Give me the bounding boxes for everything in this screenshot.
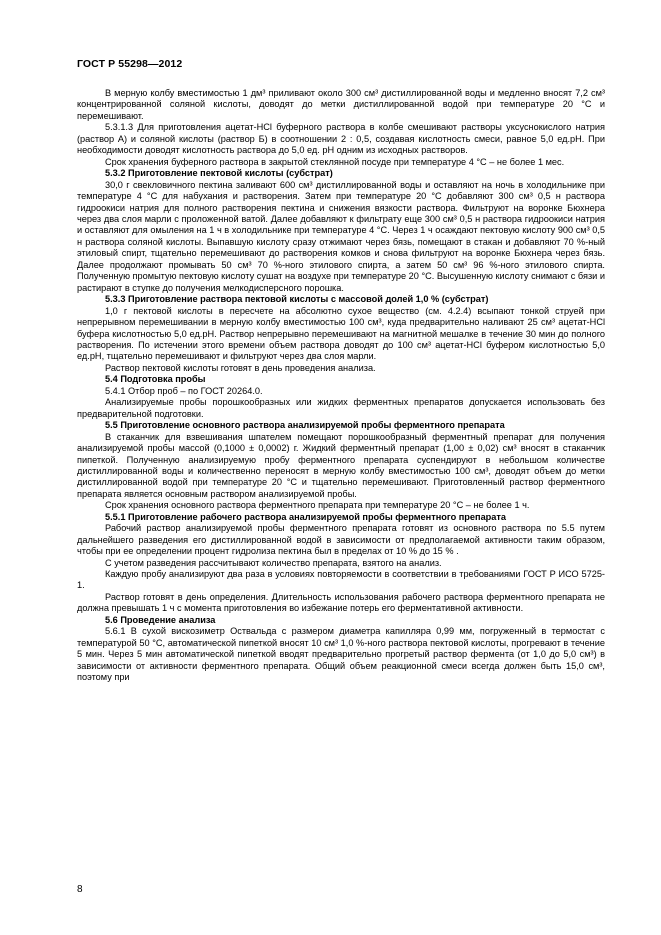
- paragraph: Каждую пробу анализируют два раза в условиях повторяемости в соответствии в требованиями ГОСТ Р ИСО 5725-1.: [77, 569, 605, 591]
- paragraph: 1,0 г пектовой кислоты в пересчете на абсолютно сухое вещество (см. 4.2.4) всыпают тонкой струей при непрерывном перемешивании в мерную колбу вместимостью 100 см³, куда предварительно наливают 25 см³ ацетат-HCl буфера кислотностью 5,0 ед.pH. Раствор непрерывно перемешивают на магнитной мешалке в течение 30 мин до полного растворения. По истечении этого времени объем раствора доводят до 100 см³ ацетат-HCl буфером кислотностью 5,0 ед.pH, тщательно перемешивают и фильтруют через два слоя марли.: [77, 305, 605, 362]
- section-heading: 5.3.3 Приготовление раствора пектовой кислоты с массовой долей 1,0 % (субстрат): [105, 294, 489, 305]
- paragraph: В стаканчик для взвешивания шпателем помещают порошкообразный ферментный препарат для получения анализируемой пробы массой (0,1000 ± 0,0002) г. Жидкий ферментный препарат (1,00 ± 0,02) см³ вносят в стаканчик пипеткой. Полученную анализируемую пробу ферментного препарата суспендируют в небольшом количестве дистиллированной воды и количественно переносят в мерную колбу вместимостью 100 см³, доводят объем до метки дистиллированной водой при температуре 20 °С и тщательно перемешивают. Приготовленный раствор ферментного препарата является основным раствором анализируемой пробы.: [77, 431, 605, 499]
- paragraph: В мерную колбу вместимостью 1 дм³ приливают около 300 см³ дистиллированной воды и медленно вносят 7,2 см³ концентрированной соляной кислоты, доводят до метки дистиллированной водой при температуре 20 °С и перемешивают.: [77, 88, 605, 121]
- paragraph: 5.4.1 Отбор проб – по ГОСТ 20264.0.: [105, 385, 263, 396]
- section-heading: 5.4 Подготовка пробы: [105, 374, 206, 385]
- paragraph: С учетом разведения рассчитывают количество препарата, взятого на анализ.: [105, 557, 442, 568]
- paragraph: Рабочий раствор анализируемой пробы ферментного препарата готовят из основного раствора по 5.5 путем дальнейшего разведения его дистиллированной водой в зависимости от предполагаемой активности таким образом, чтобы при ее определении процент гидролиза пектина был в пределах от 10 % до 15 % .: [77, 523, 605, 557]
- page-number: 8: [77, 884, 83, 895]
- paragraph: 5.3.1.3 Для приготовления ацетат-HCl буферного раствора в колбе смешивают растворы уксуснокислого натрия (раствор А) и соляной кислоты (раствор Б) в соотношении 2 : 0,5, создавая кислотность смеси, равное 5,0 ед.pH. При необходимости доводят кислотность раствора до 5,0 ед. pH одним из исходных растворов.: [77, 122, 605, 156]
- paragraph: Анализируемые пробы порошкообразных или жидких ферментных препаратов допускается использовать без предварительной подготовки.: [77, 397, 605, 419]
- paragraph: Срок хранения буферного раствора в закрытой стеклянной посуде при температуре 4 °С – не более 1 мес.: [105, 156, 565, 167]
- section-heading: 5.6 Проведение анализа: [105, 614, 216, 625]
- paragraph: Раствор готовят в день определения. Длительность использования рабочего раствора ферментного препарата не должна превышать 1 ч с момента приготовления во избежание потерь его ферментативной активности.: [77, 591, 605, 614]
- paragraph: 30,0 г свекловичного пектина заливают 600 см³ дистиллированной воды и оставляют на ночь в холодильнике при температуре 4 °С для набухания и растворения. Затем при температуре 20 °С добавляют 300 см³ 0,5 н раствора гидроокиси натрия для полного растворения пектина и снижения вязкости раствора. Фильтруют на воронке Бюхнера через два слоя марли с проложенной ватой. Далее добавляют к фильтрату еще 300 см³ 0,5 н раствора гидроокиси натрия и оставляют для омыления на 1 ч в холодильнике при температуре 4 °С. Через 1 ч осаждают пектовую кислоту 900 см³ 0,5 н раствора соляной кислоты. Выпавшую кислоту сразу отжимают через бязь, помещают в стакан и добавляют 70 %-ный этиловый спирт, тщательно перемешивают до растворения комков и снова фильтруют на воронке Бюхнера через бязь. Далее продолжают промывать 50 см³ 70 %-ного этилового спирта, а затем 50 см³ 96 %-ного этилового спирта. Полученную промытую пектовую кислоту сушат на воздухе при температуре 20 °С. Высушенную кислоту снимают с бязи и растирают в ступке до получения мелкодисперсного порошка.: [77, 179, 605, 293]
- document-header: ГОСТ Р 55298—2012: [77, 58, 183, 70]
- section-heading: 5.5.1 Приготовление рабочего раствора анализируемой пробы ферментного препарата: [105, 511, 507, 522]
- paragraph: Раствор пектовой кислоты готовят в день проведения анализа.: [105, 362, 376, 373]
- paragraph: 5.6.1 В сухой вискозиметр Оствальда с размером диаметра капилляра 0,99 мм, погруженный в термостат с температурой 50 °С, автоматической пипеткой вносят 10 см³ 1,0 %-ного раствора пектовой кислоты, прогревают в течение 5 мин. Через 5 мин автоматической пипеткой вводят предварительно прогретый раствор фермента (от 1,0 до 5,0 см³) в зависимости от активности ферментного препарата. Общий объем реакционной смеси всегда должен быть 15,0 см³, поэтому при: [77, 626, 605, 683]
- section-heading: 5.5 Приготовление основного раствора анализируемой пробы ферментного препарата: [105, 420, 505, 431]
- paragraph: Срок хранения основного раствора ферментного препарата при температуре 20 °С – не более 1 ч.: [105, 500, 530, 511]
- section-heading: 5.3.2 Приготовление пектовой кислоты (субстрат): [105, 168, 333, 179]
- document-body: [77, 88, 605, 684]
